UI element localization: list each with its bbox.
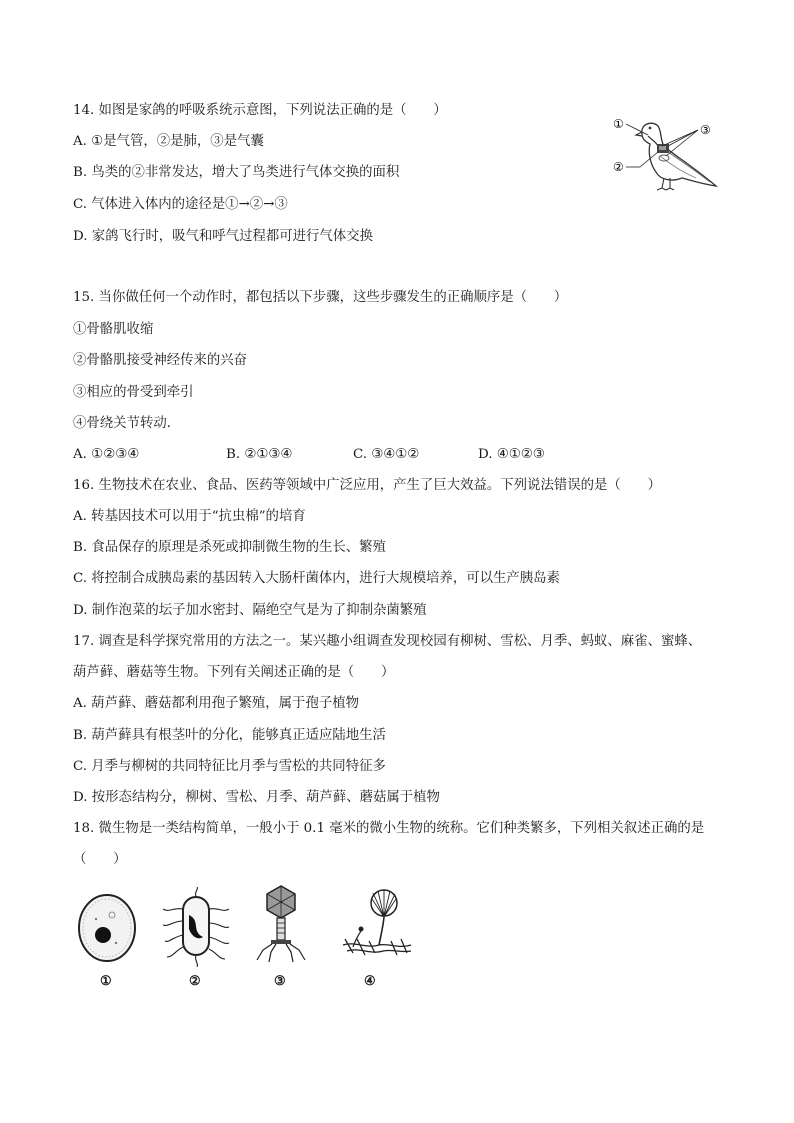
q17-stem-line1: 17. 调查是科学探究常用的方法之一。某兴趣小组调查发现校园有柳树、雪松、月季、蚂蚁、麻雀、蜜蜂、: [73, 634, 702, 649]
q14-option-c[interactable]: C. 气体进入体内的途径是①→②→③: [73, 197, 288, 212]
q15-option-d[interactable]: D. ④①②③: [478, 447, 545, 462]
microbe-bacterium-figure: [161, 887, 231, 967]
q14-stem: 14. 如图是家鸽的呼吸系统示意图，下列说法正确的是（ ）: [73, 103, 447, 118]
q15-stem: 15. 当你做任何一个动作时，都包括以下步骤，这些步骤发生的正确顺序是（ ）: [73, 290, 568, 305]
q14-option-b[interactable]: B. 鸟类的②非常发达，增大了鸟类进行气体交换的面积: [73, 165, 400, 180]
caption-3: ③: [274, 974, 286, 989]
q16-option-a[interactable]: A. 转基因技术可以用于“抗虫棉”的培育: [73, 509, 306, 524]
pigeon-respiratory-figure: [612, 112, 722, 192]
figure-label-3: ③: [700, 123, 711, 137]
figure-label-1: ①: [613, 117, 624, 131]
caption-2: ②: [189, 974, 201, 989]
q14-option-d[interactable]: D. 家鸽飞行时，吸气和呼气过程都可进行气体交换: [73, 229, 373, 244]
q17-option-c[interactable]: C. 月季与柳树的共同特征比月季与雪松的共同特征多: [73, 759, 386, 774]
q15-step-3: ③相应的骨受到牵引: [73, 385, 194, 400]
q17-option-a[interactable]: A. 葫芦藓、蘑菇都利用孢子繁殖，属于孢子植物: [73, 696, 359, 711]
q17-stem-line2: 葫芦藓、蘑菇等生物。下列有关阐述正确的是（ ）: [73, 665, 395, 680]
q15-step-1: ①骨骼肌收缩: [73, 322, 154, 337]
q18-stem-line1: 18. 微生物是一类结构简单，一般小于 0.1 毫米的微小生物的统称。它们种类繁多，下列相关叙述正确的是: [73, 821, 705, 836]
q15-options: [73, 446, 633, 464]
caption-4: ④: [364, 974, 376, 989]
microbe-virus-figure: [253, 884, 309, 964]
microbe-mold-figure: [341, 887, 413, 959]
q15-step-4: ④骨绕关节转动．: [73, 416, 181, 431]
microbe-cell-figure: [76, 893, 138, 963]
q17-option-b[interactable]: B. 葫芦藓具有根茎叶的分化，能够真正适应陆地生活: [73, 728, 386, 743]
q17-option-d[interactable]: D. 按形态结构分，柳树、雪松、月季、葫芦藓、蘑菇属于植物: [73, 790, 440, 805]
q16-option-b[interactable]: B. 食品保存的原理是杀死或抑制微生物的生长、繁殖: [73, 540, 386, 555]
q14-option-a[interactable]: A. ①是气管，②是肺，③是气囊: [73, 134, 264, 149]
q15-option-a[interactable]: A. ①②③④: [73, 447, 140, 462]
q18-stem-line2: （ ）: [73, 852, 127, 867]
q15-step-2: ②骨骼肌接受神经传来的兴奋: [73, 353, 248, 368]
q16-option-d[interactable]: D. 制作泡菜的坛子加水密封、隔绝空气是为了抑制杂菌繁殖: [73, 603, 427, 618]
caption-1: ①: [100, 974, 112, 989]
q15-option-c[interactable]: C. ③④①②: [353, 447, 420, 462]
q16-option-c[interactable]: C. 将控制合成胰岛素的基因转入大肠杆菌体内，进行大规模培养，可以生产胰岛素: [73, 571, 560, 586]
q15-option-b[interactable]: B. ②①③④: [226, 447, 293, 462]
figure-label-2: ②: [613, 160, 624, 174]
q16-stem: 16. 生物技术在农业、食品、医药等领域中广泛应用，产生了巨大效益。下列说法错误的是（ ）: [73, 478, 661, 493]
